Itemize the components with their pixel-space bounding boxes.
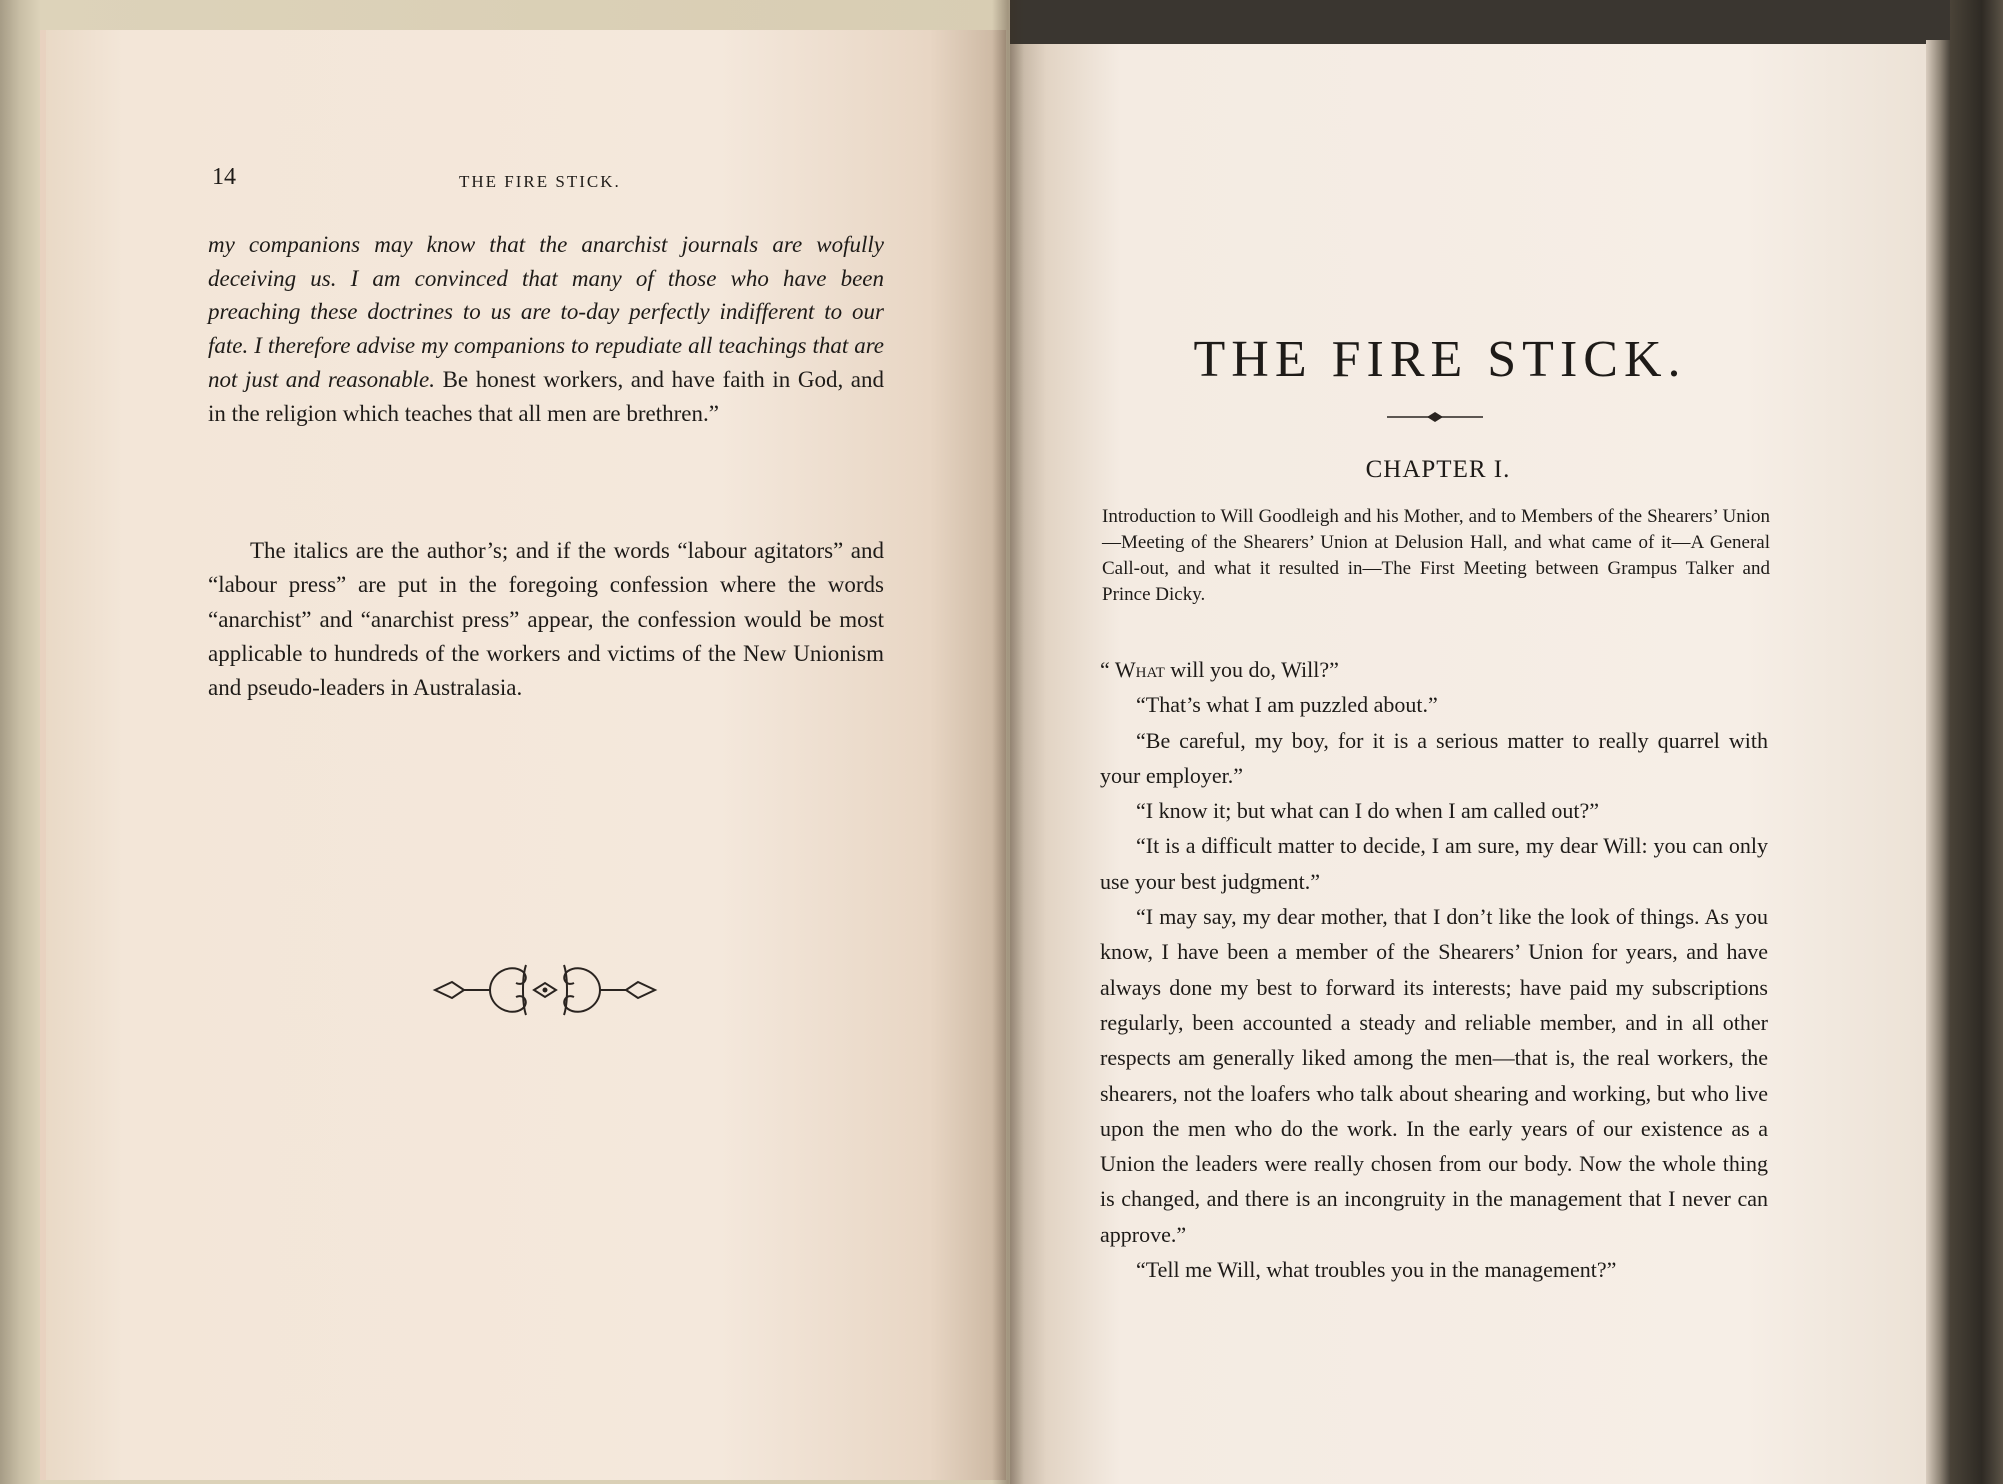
- chapter-text: [1100, 652, 1768, 1287]
- book-cover-right: [1950, 0, 2003, 1484]
- dialogue-line: “That’s what I am puzzled about.”: [1136, 692, 1438, 718]
- chapter-heading: CHAPTER I.: [1365, 456, 1511, 483]
- left-paragraph-1: [208, 228, 884, 430]
- dialogue-line: “I know it; but what can I do when I am called out?”: [1136, 798, 1600, 824]
- dialogue-line: “Tell me Will, what troubles you in the management?”: [1136, 1257, 1617, 1283]
- dialogue-line: “It is a difficult matter to decide, I am sure, my dear Will: you can only use your best judgment.”: [1100, 833, 1768, 894]
- chapter-synopsis: [1102, 504, 1770, 608]
- running-head: THE FIRE STICK.: [459, 172, 621, 191]
- page-edges: [1926, 40, 1950, 1484]
- synopsis-text: Introduction to Will Goodleigh and his Mother, and to Members of the Shearers’ Union—Meeting of the Shearers’ Union at Delusion Hall, and what came of it—A General Call-out, and what it resulted in—The First Meeting between Grampus Talker and Prince Dicky.: [1102, 506, 1770, 605]
- roman-passage: Be honest workers, and have faith in God, and in the religion which teaches that all men are brethren.”: [208, 366, 884, 426]
- left-paragraph-2: [208, 534, 884, 705]
- dialogue-line: “ What will you do, Will?”: [1100, 657, 1339, 682]
- book-gutter: [992, 0, 1024, 1484]
- dialogue-line: “I may say, my dear mother, that I don’t like the look of things. As you know, I have been a member of the Shearers’ Union for years, and have always done my best to forward its interests; have paid my subscriptions regularly, been accounted a steady and reliable member, and in all other respects am generally liked among the men—that is, the real workers, the shearers, not the loafers who talk about shearing and working, but who live upon the men who do the work. In the early years of our existence as a Union the leaders were really chosen from our body. Now the whole thing is changed, and there is an incongruity in the management that I never can approve.”: [1100, 904, 1768, 1247]
- paragraph-text: The italics are the author’s; and if the words “labour agitators” and “labour press” are put in the foregoing confession where the words “anarchist” and “anarchist press” appear, the confession would be most applicable to hundreds of the workers and victims of the New Unionism and pseudo-leaders in Australasia.: [208, 538, 884, 701]
- title-divider-icon: [1387, 410, 1483, 424]
- dialogue-line: “Be careful, my boy, for it is a serious matter to really quarrel with your employer.”: [1100, 727, 1768, 788]
- italic-passage: my companions may know that the anarchist journals are wofully deceiving us. I am convinced that many of those who have been preaching these doctrines to us are to-day perfectly indifferent to our fate. I therefore advise my companions to repudiate all teachings that are not just and reasonable.: [208, 232, 884, 392]
- page-number: 14: [212, 164, 236, 190]
- book-title: THE FIRE STICK.: [1193, 331, 1687, 388]
- ornament-icon: [430, 955, 660, 1025]
